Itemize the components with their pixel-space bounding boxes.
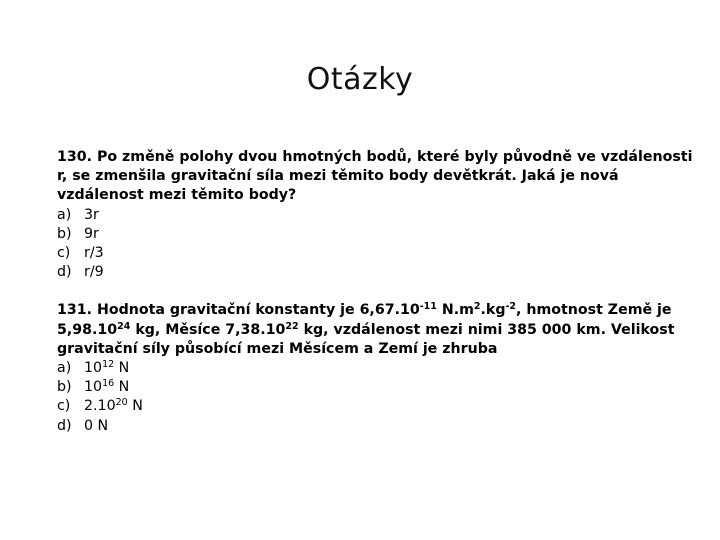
- exponent: -11: [419, 301, 437, 313]
- answer-options: [57, 359, 697, 436]
- option-text: r/3: [84, 245, 104, 262]
- option-letter: c): [57, 245, 71, 262]
- question-text-part: 131. Hodnota gravitační konstanty je 6,67.10: [57, 302, 420, 319]
- question-text-part: kg, Měsíce 7,38.10: [130, 321, 286, 338]
- answer-option-b: [57, 225, 697, 244]
- option-base: 10: [84, 379, 103, 396]
- option-suffix: N: [114, 379, 130, 396]
- question-130: [57, 148, 697, 282]
- option-letter: b): [57, 225, 72, 242]
- option-letter: c): [57, 398, 71, 415]
- question-text-part: kg, vzdálenost mezi nimi 385 000 km. Velikost gravitační síly působící mezi Měsícem a Zemí je zhruba: [57, 321, 675, 357]
- spacer: [57, 282, 697, 301]
- option-text: r/9: [84, 264, 104, 281]
- exponent: 16: [102, 378, 115, 390]
- question-text-part: , hmotnost Země je 5,98.10: [57, 302, 672, 338]
- answer-option-a: [57, 206, 697, 225]
- option-base: 0 N: [84, 417, 109, 434]
- question-131: [57, 301, 697, 435]
- option-suffix: N: [114, 360, 130, 377]
- exponent: 2: [473, 301, 481, 313]
- answer-option-b: [57, 378, 697, 397]
- answer-options: [57, 206, 697, 283]
- option-letter: b): [57, 379, 72, 396]
- option-base: 2.10: [84, 398, 116, 415]
- option-letter: a): [57, 360, 72, 377]
- question-text-part: N.m: [436, 302, 474, 319]
- option-letter: d): [57, 417, 72, 434]
- slide-content: [57, 148, 697, 436]
- option-base: 10: [84, 360, 103, 377]
- option-suffix: N: [127, 398, 143, 415]
- answer-option-a: [57, 359, 697, 378]
- answer-option-c: [57, 244, 697, 263]
- answer-option-d: [57, 263, 697, 282]
- answer-option-c: [57, 397, 697, 416]
- question-text-part: .kg: [480, 302, 506, 319]
- option-letter: a): [57, 206, 72, 223]
- exponent: 20: [115, 397, 128, 409]
- answer-option-d: [57, 417, 697, 436]
- question-text: [57, 301, 697, 359]
- option-letter: d): [57, 264, 72, 281]
- slide-title: Otázky: [306, 62, 414, 97]
- question-text: 130. Po změně polohy dvou hmotných bodů, které byly původně ve vzdálenosti r, se zmenšila gravitační síla mezi těmito body devětkrát. Jaká je nová vzdálenost mezi těmito body?: [57, 149, 693, 204]
- exponent: 22: [285, 320, 299, 332]
- exponent: 12: [102, 359, 115, 371]
- option-text: 9r: [84, 225, 99, 242]
- exponent: 24: [117, 320, 131, 332]
- exponent: -2: [505, 301, 517, 313]
- option-text: 3r: [84, 206, 99, 223]
